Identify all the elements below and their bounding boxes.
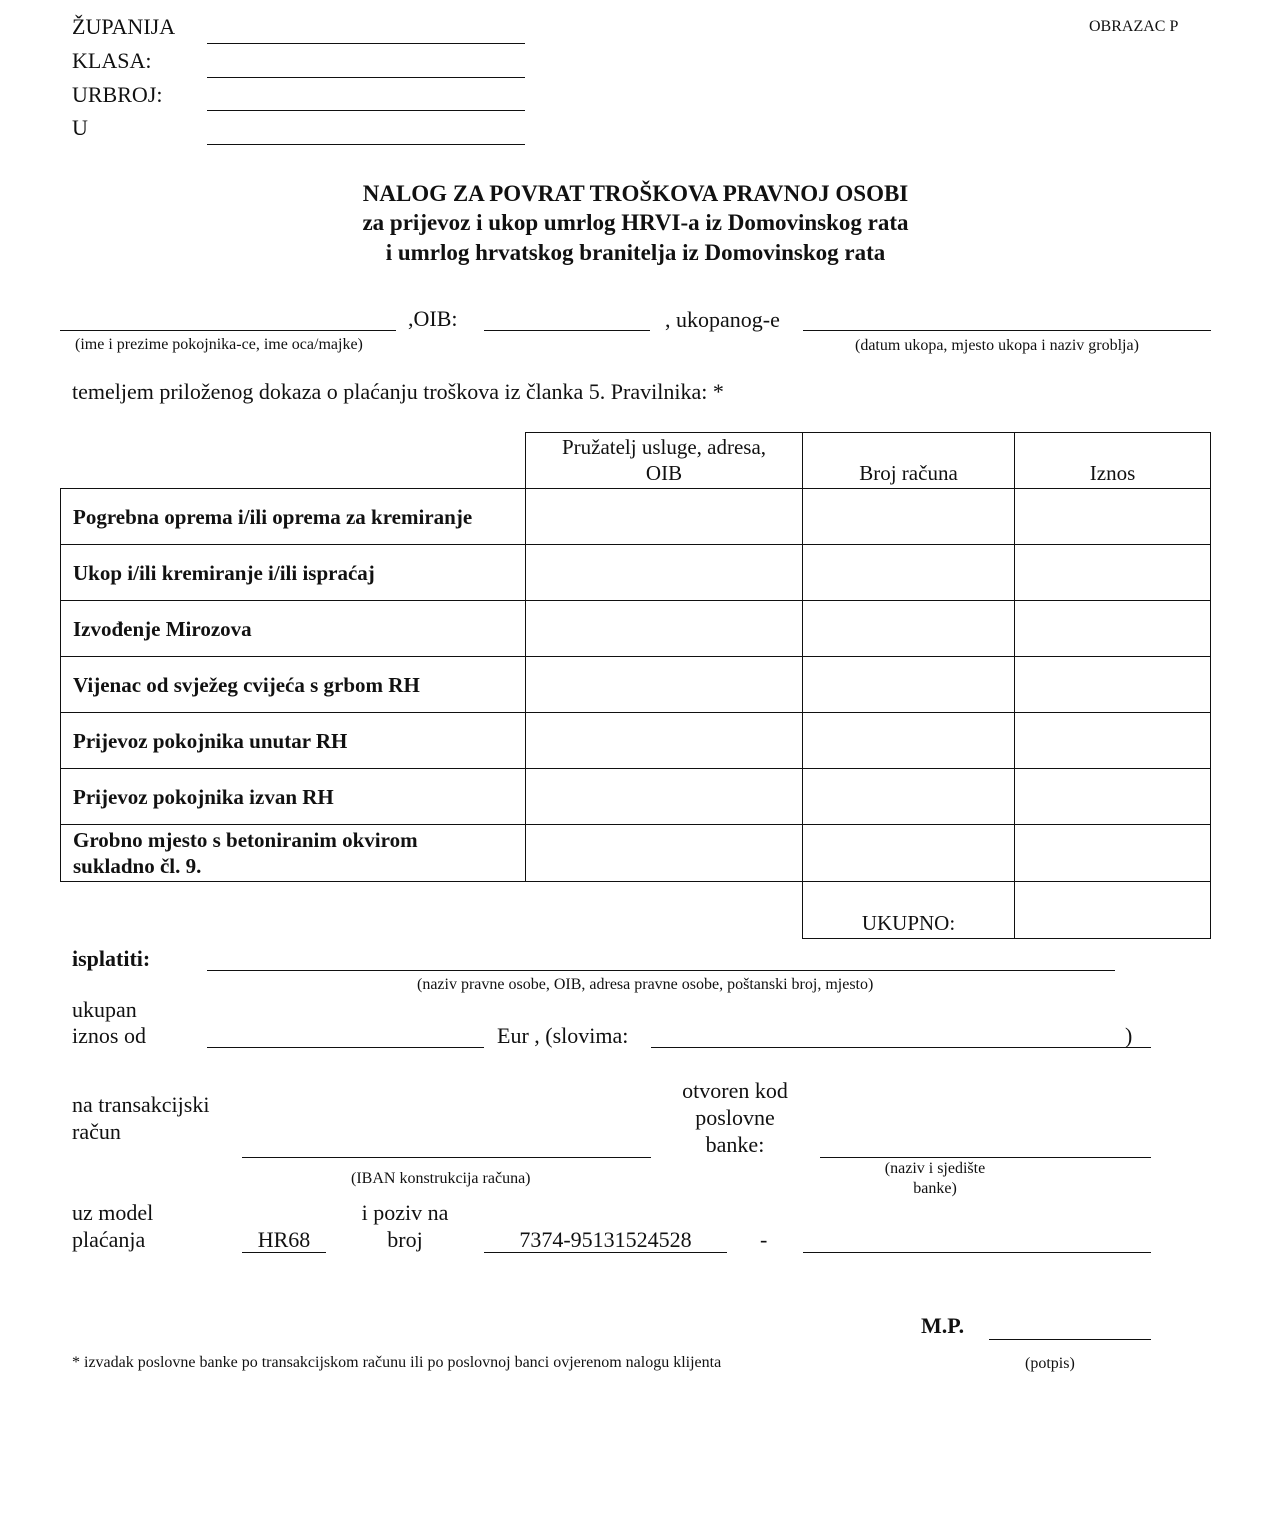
iban-hint: (IBAN konstrukcija računa) (351, 1170, 531, 1187)
total-amount-cell[interactable] (1014, 881, 1211, 939)
bank-hint-2: banke) (913, 1180, 957, 1197)
table-cell[interactable] (802, 768, 1015, 825)
table-cell[interactable] (525, 488, 803, 545)
class-field[interactable] (207, 77, 525, 78)
oib-label: ,OIB: (408, 306, 458, 331)
table-cell[interactable] (525, 768, 803, 825)
table-cell[interactable] (802, 488, 1015, 545)
place-label: U (72, 115, 88, 140)
table-cell[interactable] (802, 544, 1015, 601)
table-cell[interactable] (1014, 488, 1211, 545)
account-label-1: na transakcijski (72, 1092, 210, 1117)
row-transport-abroad: Prijevoz pokojnika izvan RH (60, 768, 526, 825)
table-cell[interactable] (802, 600, 1015, 657)
footnote: * izvadak poslovne banke po transakcijskom računu ili po poslovnoj banci ovjerenom nalogu klijenta (72, 1354, 722, 1371)
amount-label-2: iznos od (72, 1023, 146, 1048)
header-provider: Pružatelj usluge, adresa, OIB (525, 432, 803, 489)
county-label: ŽUPANIJA (72, 14, 176, 39)
reference-suffix-field[interactable] (803, 1252, 1151, 1253)
table-cell[interactable] (802, 712, 1015, 769)
header-invoice-number: Broj računa (802, 432, 1015, 489)
row-grave-site: Grobno mjesto s betoniranim okvirom sukladno čl. 9. (60, 824, 526, 882)
signature-field[interactable] (989, 1339, 1151, 1340)
model-label-1: uz model (72, 1200, 154, 1225)
amount-in-words-field[interactable] (651, 1047, 1151, 1048)
table-cell[interactable] (1014, 768, 1211, 825)
row-mirozov: Izvođenje Mirozova (60, 600, 526, 657)
row-burial: Ukop i/ili kremiranje i/ili ispraćaj (60, 544, 526, 601)
form-code: OBRAZAC P (1089, 18, 1179, 35)
stamp-label: M.P. (921, 1313, 965, 1338)
document-subtitle-2: i umrlog hrvatskog branitelja iz Domovinskog rata (385, 240, 886, 265)
row-transport-domestic: Prijevoz pokojnika unutar RH (60, 712, 526, 769)
model-field[interactable] (242, 1252, 326, 1253)
basis-text: temeljem priloženog dokaza o plaćanju troškova iz članka 5. Pravilnika: * (72, 379, 724, 404)
model-label-2: plaćanja (72, 1227, 146, 1252)
header-amount: Iznos (1014, 432, 1211, 489)
oib-field[interactable] (484, 330, 650, 331)
table-cell[interactable] (1014, 824, 1211, 882)
registry-number-label: URBROJ: (72, 82, 163, 107)
payee-hint: (naziv pravne osobe, OIB, adresa pravne osobe, poštanski broj, mjesto) (417, 976, 874, 993)
county-field[interactable] (207, 43, 525, 44)
reference-value: 7374-95131524528 (519, 1227, 692, 1252)
signature-hint: (potpis) (1025, 1355, 1075, 1372)
burial-details-field[interactable] (803, 330, 1211, 331)
deceased-name-hint: (ime i prezime pokojnika-ce, ime oca/majke) (75, 336, 363, 353)
table-cell[interactable] (525, 712, 803, 769)
document-title: NALOG ZA POVRAT TROŠKOVA PRAVNOJ OSOBI (362, 181, 909, 206)
ref-label-2: broj (387, 1227, 423, 1252)
place-field[interactable] (207, 144, 525, 145)
table-cell[interactable] (525, 544, 803, 601)
amount-label-1: ukupan (72, 997, 137, 1022)
bank-field[interactable] (820, 1157, 1151, 1158)
bank-label-3: banke: (705, 1132, 765, 1157)
bank-label-2: poslovne (695, 1105, 775, 1130)
account-label-2: račun (72, 1119, 121, 1144)
table-cell[interactable] (1014, 712, 1211, 769)
bank-label-1: otvoren kod (682, 1078, 788, 1103)
table-cell[interactable] (525, 600, 803, 657)
ref-label-1: i poziv na (361, 1200, 449, 1225)
payee-field[interactable] (207, 970, 1115, 971)
row-wreath: Vijenac od svježeg cvijeća s grbom RH (60, 656, 526, 713)
buried-label: , ukopanog-e (665, 307, 780, 332)
bank-hint-1: (naziv i sjedište (884, 1160, 986, 1177)
burial-details-hint: (datum ukopa, mjesto ukopa i naziv groblja) (855, 337, 1139, 354)
class-label: KLASA: (72, 48, 152, 73)
reference-dash: - (760, 1227, 768, 1252)
iban-field[interactable] (242, 1157, 651, 1158)
reference-field[interactable] (484, 1252, 727, 1253)
amount-field[interactable] (207, 1047, 484, 1048)
deceased-name-field[interactable] (60, 330, 396, 331)
table-cell[interactable] (525, 656, 803, 713)
model-value: HR68 (257, 1227, 311, 1252)
currency-label: Eur , (slovima: (497, 1023, 629, 1048)
registry-number-field[interactable] (207, 110, 525, 111)
close-paren: ) (1125, 1023, 1133, 1048)
table-cell[interactable] (1014, 656, 1211, 713)
table-cell[interactable] (802, 656, 1015, 713)
table-cell[interactable] (525, 824, 803, 882)
pay-label: isplatiti: (72, 946, 151, 971)
table-cell[interactable] (802, 824, 1015, 882)
total-label: UKUPNO: (802, 881, 1015, 939)
table-cell[interactable] (1014, 600, 1211, 657)
document-subtitle-1: za prijevoz i ukop umrlog HRVI-a iz Domovinskog rata (362, 210, 909, 235)
table-cell[interactable] (1014, 544, 1211, 601)
row-funeral-equipment: Pogrebna oprema i/ili oprema za kremiranje (60, 488, 526, 545)
